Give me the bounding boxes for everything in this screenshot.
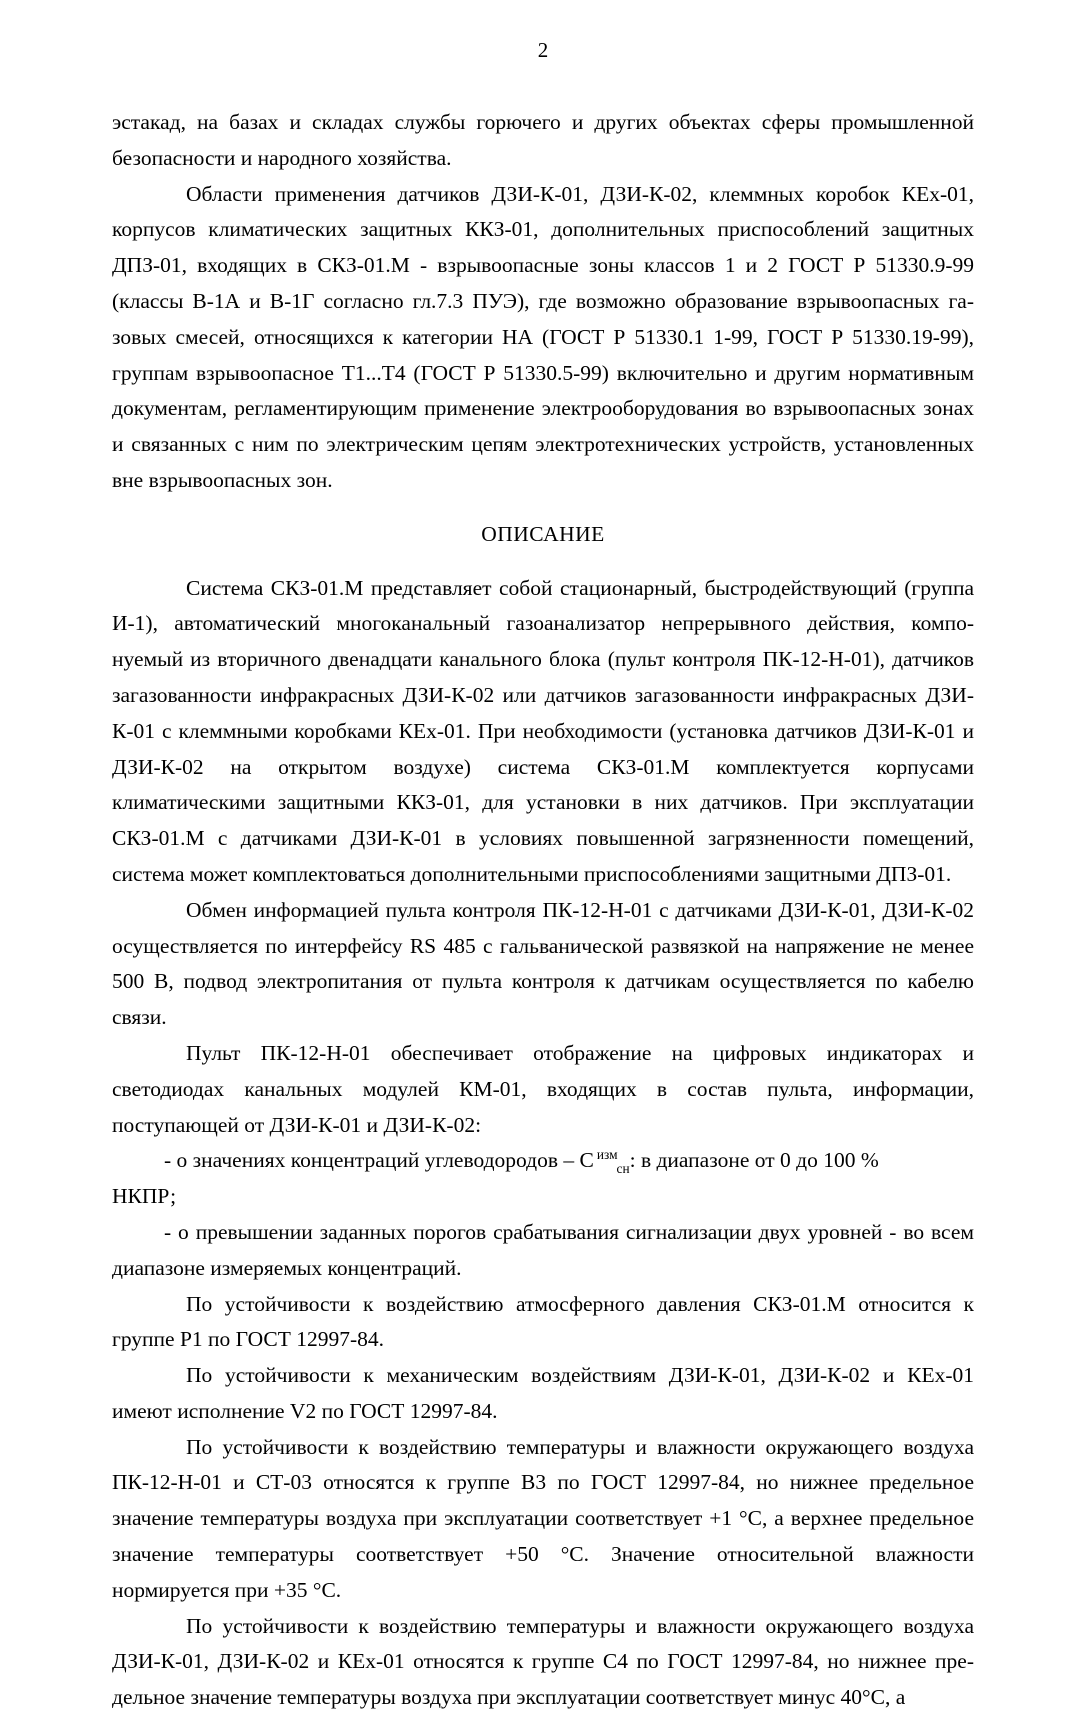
page-body bbox=[112, 105, 974, 1716]
section-heading-description: ОПИСАНИЕ bbox=[481, 521, 605, 546]
bullet-item-concentration bbox=[112, 1143, 974, 1179]
paragraph-temperature-humidity-sensors: По устойчивости к воздействию температуры и влажности окружающего воздуха ДЗИ-К-01, ДЗИ-К-02 и КЕх-01 относятся к группе С4 по ГОСТ 12997-84, но нижнее пре-дельное значение температуры воздуха при эксплуатации соответствует минус 40°С, а bbox=[112, 1613, 974, 1710]
paragraph-mechanical-resistance: По устойчивости к механическим воздействиям ДЗИ-К-01, ДЗИ-К-02 и КЕх-01 имеют исполнение V2 по ГОСТ 12997-84. bbox=[112, 1363, 974, 1423]
bullet-item-thresholds: - о превышении заданных порогов срабатывания сигнализации двух уровней - во всем диапазоне измеряемых концентраций. bbox=[112, 1219, 974, 1280]
bullet-lead-text: - о значениях концентраций углеводородов – С bbox=[164, 1148, 594, 1173]
bullet-tail-text: : в диапазоне от 0 до 100 % bbox=[629, 1148, 879, 1173]
paragraph-atmospheric-pressure: По устойчивости к воздействию атмосферного давления СКЗ-01.М относится к группе Р1 по ГОСТ 12997-84. bbox=[112, 1291, 974, 1352]
bullet-item-concentration-continuation: НКПР; bbox=[112, 1184, 177, 1209]
paragraph-application-areas: Области применения датчиков ДЗИ-К-01, ДЗИ-К-02, клеммных коробок КЕх-01, корпусов климатических защитных ККЗ-01, дополнительных приспособлений защитных ДПЗ-01, входящих в СКЗ-01.М - взрывоопасные зоны классов 1 и 2 ГОСТ Р 51330.9-99 (классы В-1А и В-1Г согласно гл.7.3 ПУЭ), где возможно образование взрывоопасных га-зовых смесей, относящихся к категории НА (ГОСТ Р 51330.1 1-99, ГОСТ Р 51330.19-99), группам взрывоопасное Т1...Т4 (ГОСТ Р 51330.5-99) включительно и другим нормативным документам, регламентирующим применение электрооборудования во взрывоопасных зонах и связанных с ним по электрическим цепям электротехнических устройств, установленных вне взрывоопасных зон. bbox=[112, 181, 974, 492]
paragraph-temperature-humidity-console: По устойчивости к воздействию температуры и влажности окружающего воздуха ПК-12-Н-01 и СТ-03 относятся к группе В3 по ГОСТ 12997-84, но нижнее предельное значение температуры воздуха при эксплуатации соответствует +1 °С, а верхнее предельное значение температуры соответствует +50 °С. Значение относительной влажности нормируется при +35 °С. bbox=[112, 1434, 974, 1602]
paragraph-information-exchange: Обмен информацией пульта контроля ПК-12-Н-01 с датчиками ДЗИ-К-01, ДЗИ-К-02 осуществляется по интерфейсу RS 485 с гальванической развязкой на напряжение не менее 500 В, подвод электропитания от пульта контроля к датчикам осуществляется по кабелю связи. bbox=[112, 897, 974, 1030]
page-number: 2 bbox=[537, 38, 549, 62]
subscript-sn: сн bbox=[616, 1160, 630, 1176]
superscript-izm: изм bbox=[596, 1147, 618, 1163]
paragraph-system-description: Система СКЗ-01.М представляет собой стационарный, быстродействующий (группа И-1), автоматический многоканальный газоанализатор непрерывного действия, компо-нуемый из вторичного двенадцати канального блока (пульт контроля ПК-12-Н-01), датчиков загазованности инфракрасных ДЗИ-К-02 или датчиков загазованности инфракрасных ДЗИ-К-01 с клеммными коробками КЕх-01. При необходимости (установка датчиков ДЗИ-К-01 и ДЗИ-К-02 на открытом воздухе) система СКЗ-01.М комплектуется корпусами климатическими защитными ККЗ-01, для установки в них датчиков. При эксплуатации СКЗ-01.М с датчиками ДЗИ-К-01 в условиях повышенной загрязненности помещений, система может комплектоваться дополнительными приспособлениями защитными ДПЗ-01. bbox=[112, 575, 974, 886]
paragraph-console-display: Пульт ПК-12-Н-01 обеспечивает отображение на цифровых индикаторах и светодиодах канальных модулей КМ-01, входящих в состав пульта, информации, поступающей от ДЗИ-К-01 и ДЗИ-К-02: bbox=[112, 1040, 974, 1137]
paragraph-continuation: эстакад, на базах и складах службы горючего и других объектах сферы промышленной безопасности и народного хозяйства. bbox=[112, 110, 974, 170]
